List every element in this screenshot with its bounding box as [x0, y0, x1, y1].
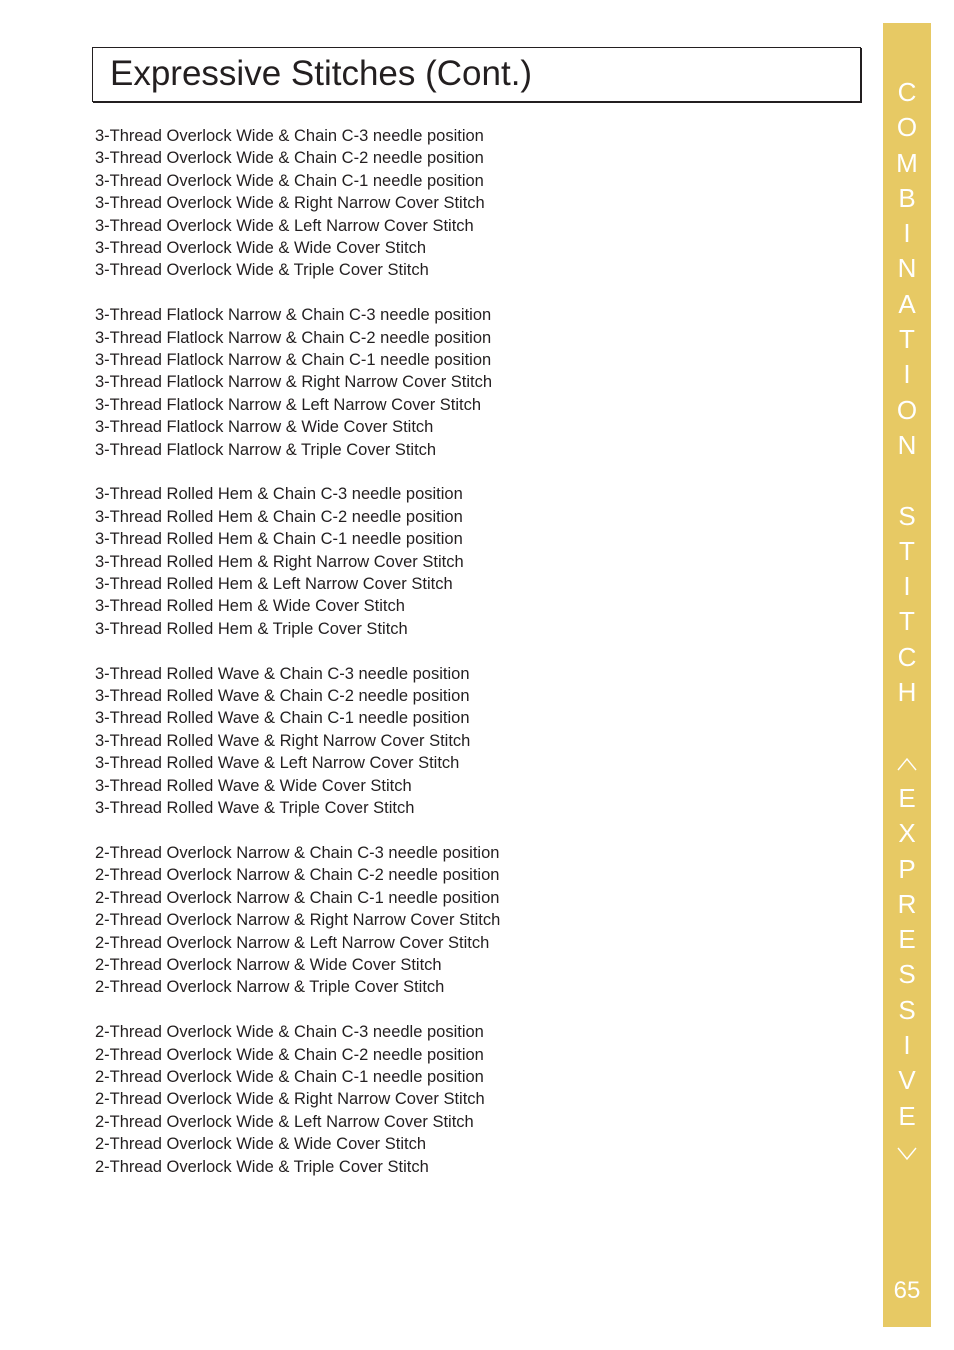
page-title: Expressive Stitches (Cont.)	[110, 54, 533, 93]
side-tab-letter: I	[903, 1030, 911, 1061]
list-item: 3-Thread Flatlock Narrow & Right Narrow Cover Stitch	[95, 373, 493, 392]
list-item: 3-Thread Rolled Wave & Right Narrow Cover Stitch	[95, 731, 471, 750]
list-item: 3-Thread Overlock Wide & Wide Cover Stitch	[95, 238, 427, 257]
side-tab-letter: V	[898, 1065, 916, 1096]
list-item: 2-Thread Overlock Narrow & Left Narrow Cover Stitch	[95, 933, 490, 952]
side-tab-letter: E	[898, 1100, 916, 1131]
list-item: 3-Thread Overlock Wide & Triple Cover Stitch	[95, 261, 429, 280]
list-item: 3-Thread Flatlock Narrow & Left Narrow Cover Stitch	[95, 395, 482, 414]
list-item: 3-Thread Overlock Wide & Right Narrow Cover Stitch	[95, 194, 485, 213]
list-item: 3-Thread Rolled Hem & Chain C-3 needle position	[95, 485, 463, 504]
side-tab-spacer	[883, 710, 931, 745]
list-item: 2-Thread Overlock Wide & Right Narrow Cover Stitch	[95, 1090, 485, 1109]
list-item: 3-Thread Flatlock Narrow & Chain C-3 needle position	[95, 306, 492, 325]
side-tab-letter: I	[903, 571, 911, 602]
side-tab-letter: N	[897, 429, 917, 460]
side-tab-letter: T	[899, 535, 915, 566]
list-item: 3-Thread Rolled Hem & Chain C-1 needle position	[95, 530, 463, 549]
side-tab-letter: I	[903, 218, 911, 249]
page-number: 65	[893, 1277, 921, 1304]
list-item: 2-Thread Overlock Wide & Chain C-3 needle position	[95, 1023, 484, 1042]
side-tab-label	[883, 75, 931, 1169]
list-item: 2-Thread Overlock Wide & Left Narrow Cover Stitch	[95, 1112, 474, 1131]
side-tab-letter: H	[897, 677, 917, 708]
stitch-group-3-thread-overlock-wide	[95, 125, 855, 282]
list-item: 3-Thread Rolled Hem & Left Narrow Cover Stitch	[95, 575, 453, 594]
side-tab-letter: I	[903, 359, 911, 390]
side-tab-letter: E	[898, 782, 916, 813]
stitch-group-3-thread-rolled-wave	[95, 663, 855, 820]
list-item: 3-Thread Rolled Wave & Wide Cover Stitch	[95, 776, 412, 795]
chevron-down-icon	[883, 1134, 931, 1169]
list-item: 3-Thread Overlock Wide & Chain C-1 needle position	[95, 171, 484, 190]
list-item: 2-Thread Overlock Narrow & Chain C-2 needle position	[95, 866, 500, 885]
list-item: 3-Thread Flatlock Narrow & Wide Cover Stitch	[95, 418, 434, 437]
list-item: 2-Thread Overlock Wide & Triple Cover Stitch	[95, 1157, 429, 1176]
list-item: 2-Thread Overlock Wide & Chain C-2 needle position	[95, 1045, 484, 1064]
side-tab-letter: C	[897, 77, 917, 107]
list-item: 3-Thread Rolled Wave & Triple Cover Stitch	[95, 799, 415, 818]
side-tab-letter: P	[898, 853, 916, 884]
list-item: 3-Thread Rolled Hem & Wide Cover Stitch	[95, 597, 405, 616]
list-item: 2-Thread Overlock Narrow & Triple Cover Stitch	[95, 978, 445, 997]
section-side-tab	[883, 23, 931, 1327]
stitch-group-3-thread-rolled-hem	[95, 483, 855, 640]
list-item: 2-Thread Overlock Wide & Chain C-1 needle position	[95, 1067, 484, 1086]
side-tab-letter: S	[898, 959, 916, 990]
list-item: 3-Thread Flatlock Narrow & Triple Cover Stitch	[95, 440, 437, 459]
list-item: 3-Thread Flatlock Narrow & Chain C-2 needle position	[95, 328, 492, 347]
side-tab-letter: B	[898, 182, 916, 213]
stitch-group-2-thread-overlock-wide	[95, 1021, 855, 1178]
side-tab-letter: S	[898, 500, 916, 531]
list-item: 2-Thread Overlock Narrow & Chain C-1 needle position	[95, 888, 500, 907]
list-item: 2-Thread Overlock Narrow & Wide Cover Stitch	[95, 955, 442, 974]
side-tab-letter: X	[898, 818, 916, 849]
stitch-group-3-thread-flatlock-narrow	[95, 304, 855, 461]
list-item: 3-Thread Rolled Wave & Chain C-2 needle position	[95, 687, 470, 706]
side-tab-letter: R	[897, 888, 917, 919]
stitch-list	[95, 125, 855, 1200]
side-tab-letter: M	[896, 147, 918, 178]
list-item: 2-Thread Overlock Wide & Wide Cover Stitch	[95, 1135, 427, 1154]
list-item: 3-Thread Rolled Wave & Left Narrow Cover Stitch	[95, 754, 460, 773]
page-title-box	[92, 47, 861, 102]
list-item: 3-Thread Rolled Hem & Chain C-2 needle position	[95, 507, 463, 526]
side-tab-letter: N	[897, 253, 917, 284]
list-item: 2-Thread Overlock Narrow & Right Narrow Cover Stitch	[95, 911, 501, 930]
list-item: 3-Thread Overlock Wide & Left Narrow Cover Stitch	[95, 216, 474, 235]
list-item: 3-Thread Overlock Wide & Chain C-3 needle position	[95, 127, 484, 145]
list-item: 3-Thread Rolled Hem & Triple Cover Stitch	[95, 619, 408, 638]
side-tab-letter: T	[899, 606, 915, 637]
list-item: 3-Thread Rolled Wave & Chain C-1 needle position	[95, 709, 470, 728]
list-item: 3-Thread Rolled Wave & Chain C-3 needle position	[95, 664, 470, 683]
side-tab-letter: T	[899, 324, 915, 355]
list-item: 3-Thread Overlock Wide & Chain C-2 needle position	[95, 149, 484, 168]
side-tab-letter: S	[898, 994, 916, 1025]
side-tab-letter: C	[897, 641, 917, 672]
list-item: 3-Thread Rolled Hem & Right Narrow Cover Stitch	[95, 552, 464, 571]
side-tab-letter: O	[896, 394, 918, 425]
stitch-group-2-thread-overlock-narrow	[95, 842, 855, 999]
side-tab-letter: A	[898, 288, 916, 319]
chevron-up-icon	[883, 746, 931, 781]
side-tab-letter: E	[898, 924, 916, 955]
side-tab-letter: O	[896, 112, 918, 143]
side-tab-spacer	[883, 463, 931, 498]
list-item: 2-Thread Overlock Narrow & Chain C-3 needle position	[95, 843, 500, 862]
list-item: 3-Thread Flatlock Narrow & Chain C-1 needle position	[95, 351, 492, 370]
